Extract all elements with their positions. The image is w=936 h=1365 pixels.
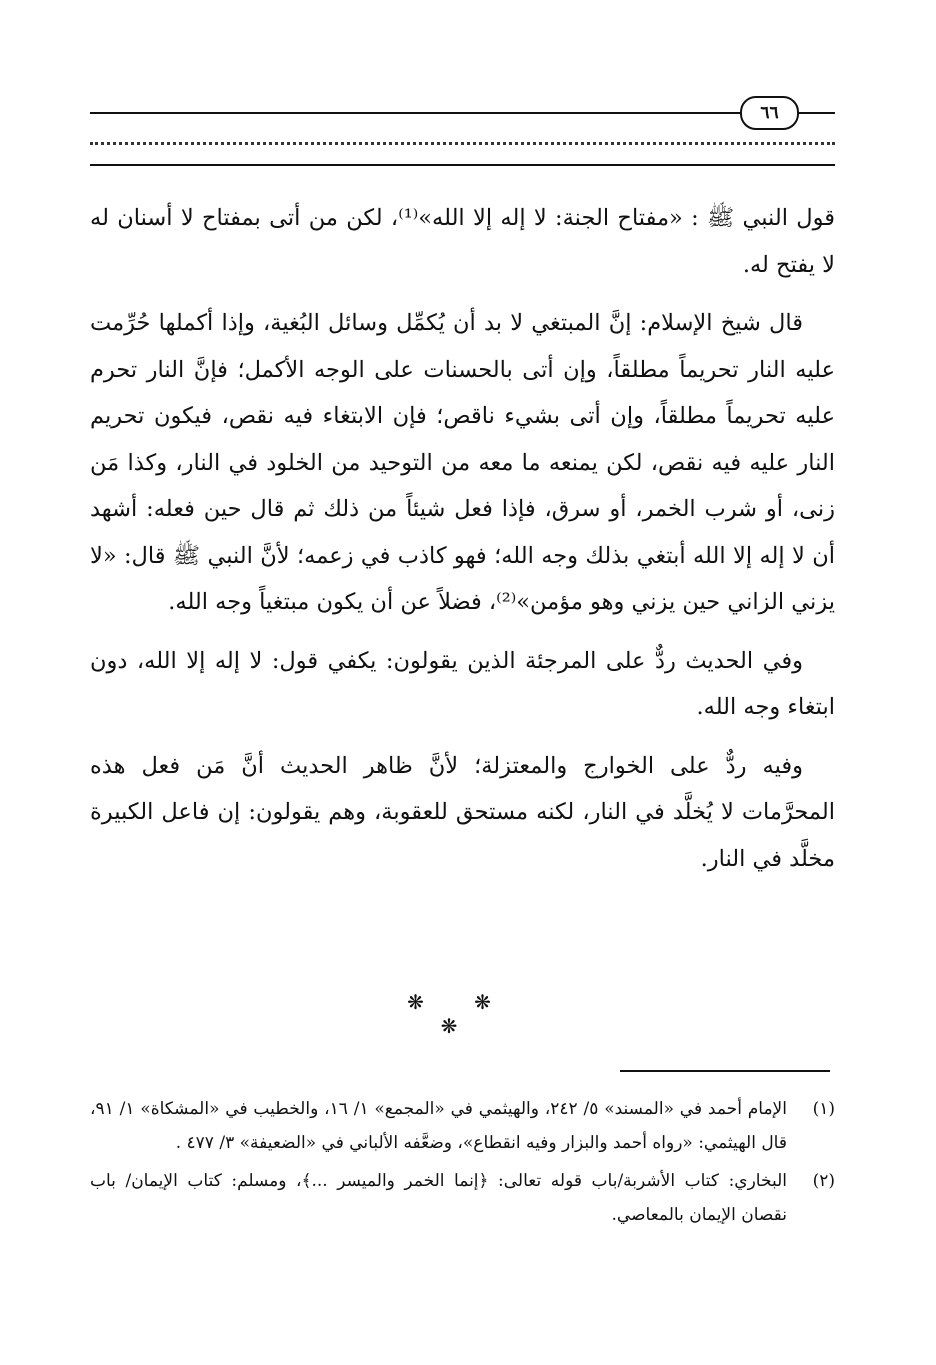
- footnote-number: (٢): [812, 1171, 835, 1191]
- paragraph-3: وفي الحديث ردٌّ على المرجئة الذين يقولون: يكفي قول: لا إله إلا الله، دون ابتغاء وجه الله.: [90, 647, 835, 720]
- header-rule-right: [795, 112, 835, 114]
- footnote-2: [90, 1164, 835, 1232]
- section-separator: ❋ ❋ ❋: [407, 990, 513, 1038]
- footnote-rule: [620, 1070, 830, 1072]
- paragraph-4: وفيه ردٌّ على الخوارج والمعتزلة؛ لأنَّ ظاهر الحديث أنَّ مَن فعل هذه المحرَّمات لا يُخلَّد في النار، لكنه مستحق للعقوبة، وهم يقولون: إن فاعل الكبيرة مخلَّد في النار.: [90, 752, 835, 872]
- paragraph-2: قال شيخ الإسلام: إنَّ المبتغي لا بد أن يُكمِّل وسائل البُغية، وإذا أكملها حُرِّمت عليه النار تحريماً مطلقاً، وإن أتى بالحسنات على الوجه الأكمل؛ فإنَّ النار تحرم عليه تحريماً مطلقاً، وإن أتى بشيء ناقص؛ فإن الابتغاء فيه نقص، فيكون تحريم النار عليه فيه نقص، لكن يمنعه ما معه من التوحيد من الخلود في النار، وكذا مَن زنى، أو شرب الخمر، أو سرق، فإذا فعل شيئاً من ذلك ثم قال حين فعله: أشهد أن لا إله إلا الله أبتغي بذلك وجه الله؛ فهو كاذب في زعمه؛ لأنَّ النبي ﷺ قال: «لا يزني الزاني حين يزني وهو مؤمن»⁽²⁾، فضلاً عن أن يكون مبتغياً وجه الله.: [90, 310, 835, 615]
- footnote-number: (١): [812, 1099, 835, 1119]
- paragraph-1: قول النبي ﷺ : «مفتاح الجنة: لا إله إلا الله»⁽¹⁾، لكن من أتى بمفتاح لا أسنان له لا يفتح له.: [90, 205, 835, 278]
- footnotes: [90, 1092, 835, 1236]
- header-rule: [90, 112, 740, 114]
- dotted-rule: [90, 142, 835, 145]
- page-number: ٦٦: [740, 96, 799, 130]
- main-text: [90, 195, 835, 894]
- header-bottom-rule: [90, 164, 835, 166]
- footnote-text: الإمام أحمد في «المسند» ٥/ ٢٤٢، والهيثمي في «المجمع» ١/ ١٦، والخطيب في «المشكاة» ١/ ٩١، قال الهيثمي: «رواه أحمد والبزار وفيه انقطاع»، وضعَّفه الألباني في «الضعيفة» ٣/ ٤٧٧ .: [90, 1099, 787, 1153]
- footnote-text: البخاري: كتاب الأشربة/باب قوله تعالى: ﴿إنما الخمر والميسر ...﴾، ومسلم: كتاب الإيمان/ باب نقصان الإيمان بالمعاصي.: [90, 1171, 787, 1225]
- footnote-1: [90, 1092, 835, 1160]
- page-header: [90, 92, 835, 172]
